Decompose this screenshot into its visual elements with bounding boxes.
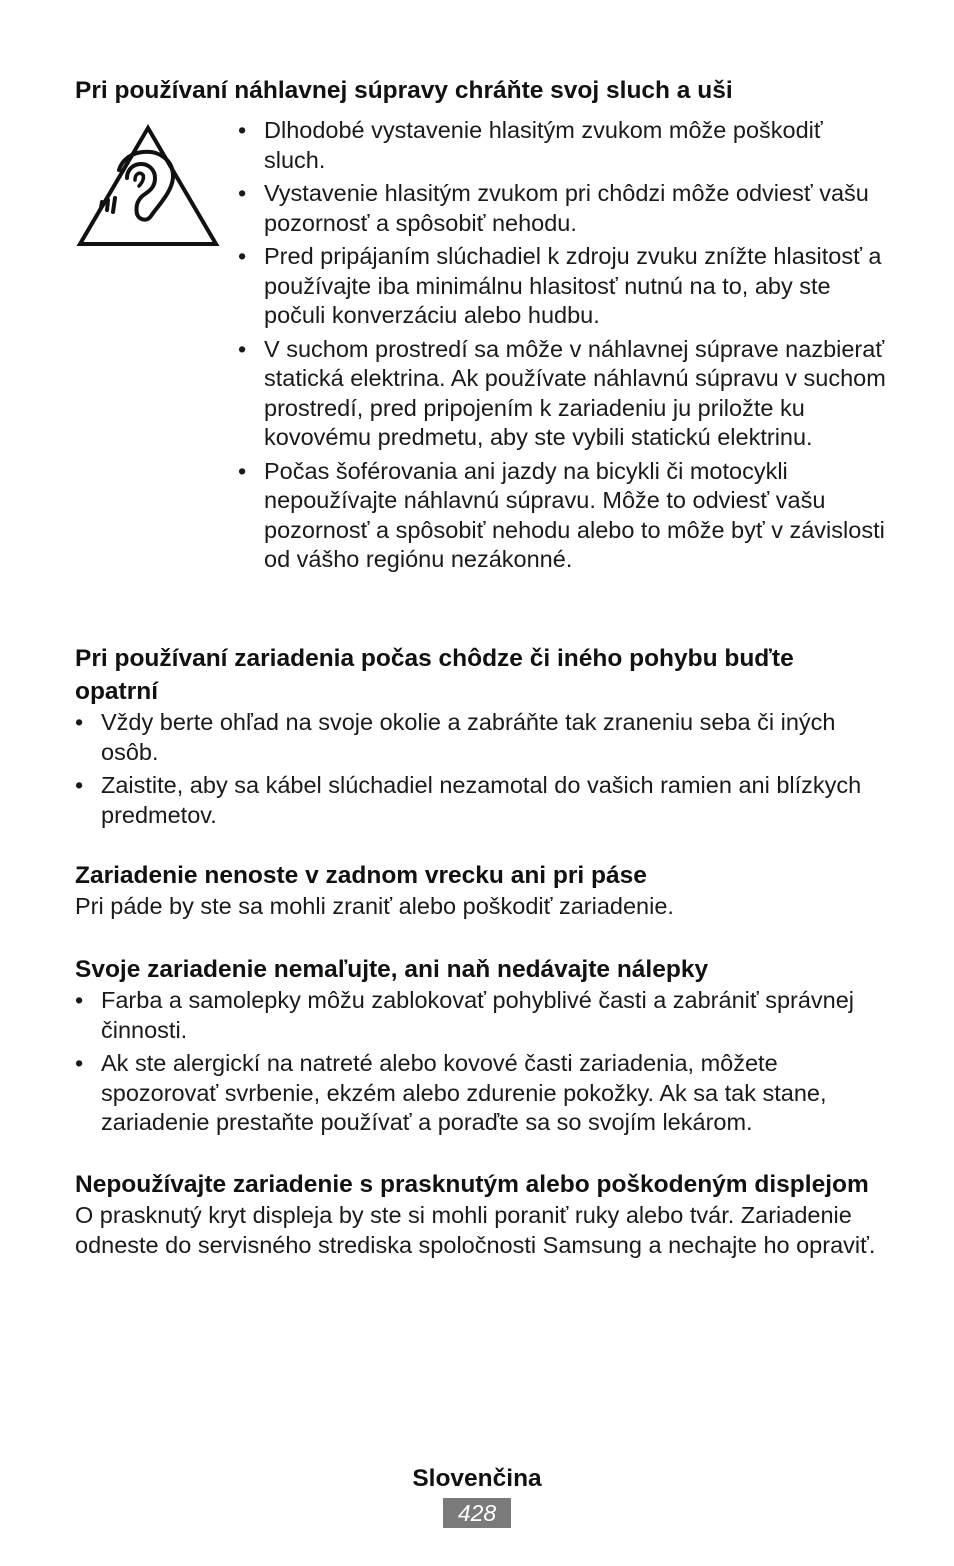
page-number: 428 [443,1498,511,1528]
section-walking-caution [75,642,883,834]
section-text: O prasknutý kryt displeja by ste si mohli poraniť ruky alebo tvár. Zariadenie odneste do servisného strediska spoločnosti Samsung a nechajte ho opraviť. [75,1202,876,1258]
paint-bullet-list [75,986,883,1138]
walking-bullet-list [75,708,883,830]
list-item: • Zaistite, aby sa kábel slúchadiel nezamotal do vašich ramien ani blízkych predmetov. [75,771,883,830]
list-item: • Farba a samolepky môžu zablokovať pohyblivé časti a zabrániť správnej činnosti. [75,986,883,1045]
page-footer [0,1462,954,1528]
list-item: • Počas šoférovania ani jazdy na bicykli či motocykli nepoužívajte náhlavnú súpravu. Môže to odviesť vašu pozornosť a spôsobiť nehodu alebo to môže byť v závislosti od vášho regiónu nezákonné. [238,457,888,575]
list-item: • Ak ste alergickí na natreté alebo kovové časti zariadenia, môžete spozorovať svrbenie, ekzém alebo zdurenie pokožky. Ak sa tak stane, zariadenie prestaňte používať a poraďte sa so svojím lekárom. [75,1049,883,1138]
section-heading: Nepoužívajte zariadenie s prasknutým alebo poškodeným displejom [75,1171,869,1198]
section-hearing-protection [75,74,883,107]
section-heading: Zariadenie nenoste v zadnom vrecku ani pri páse [75,862,647,889]
section-cracked-display [75,1168,883,1260]
hearing-bullet-list [238,116,888,579]
list-item: • Pred pripájaním slúchadiel k zdroju zvuku znížte hlasitosť a používajte iba minimálnu hlasitosť nutnú na to, aby ste počuli konverzáciu alebo hudbu. [238,242,888,331]
ear-warning-icon [75,120,221,250]
section-heading: Svoje zariadenie nemaľujte, ani naň nedávajte nálepky [75,956,709,983]
section-text: Pri páde by ste sa mohli zraniť alebo poškodiť zariadenie. [75,893,674,919]
list-item: • Vystavenie hlasitým zvukom pri chôdzi môže odviesť vašu pozornosť a spôsobiť nehodu. [238,179,888,238]
list-item: • Vždy berte ohľad na svoje okolie a zabráňte tak zraneniu seba či iných osôb. [75,708,883,767]
footer-language: Slovenčina [412,1465,542,1492]
list-item: • V suchom prostredí sa môže v náhlavnej súprave nazbierať statická elektrina. Ak používate náhlavnú súpravu v suchom prostredí, pred pripojením k zariadeniu ju priložte ku kovovému predmetu, aby ste vybili statickú elektrinu. [238,335,888,453]
section-no-paint [75,953,883,1142]
list-item: • Dlhodobé vystavenie hlasitým zvukom môže poškodiť sluch. [238,116,888,175]
section-back-pocket [75,859,883,922]
section-heading: Pri používaní zariadenia počas chôdze či iného pohybu buďte opatrní [75,645,794,705]
section-heading: Pri používaní náhlavnej súpravy chráňte svoj sluch a uši [75,77,733,104]
